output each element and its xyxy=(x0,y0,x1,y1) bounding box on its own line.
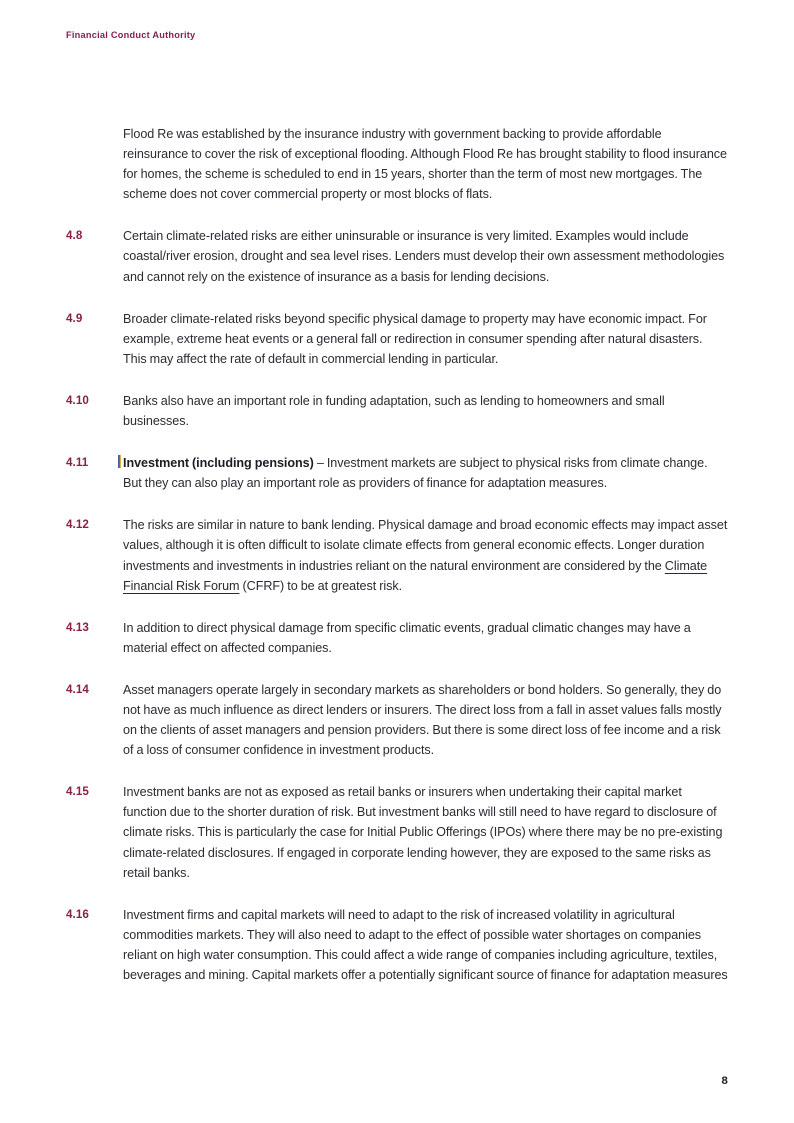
page-number: 8 xyxy=(721,1075,728,1087)
paragraph-4-13 xyxy=(66,618,728,658)
paragraph-text: Asset managers operate largely in secondary markets as shareholders or bond holders. So generally, they do not have as much influence as direct lenders or insurers. The direct loss from a fall in asset values falls mostly on the clients of asset managers and pension providers. But there is some direct loss of fee income and a risk of a loss of consumer confidence in investment products. xyxy=(123,682,722,758)
paragraph-text xyxy=(123,453,728,493)
paragraph-text-after-link: (CFRF) to be at greatest risk. xyxy=(239,578,403,593)
paragraph-text xyxy=(123,515,728,595)
climate-financial-risk-forum-link[interactable]: Climate Financial Risk Forum xyxy=(123,558,708,593)
paragraph-text-rest: – Investment markets are subject to physical risks from climate change. But they can also play an important role as providers of finance for adaptation measures. xyxy=(123,456,708,491)
paragraph-number: 4.16 xyxy=(66,907,89,921)
paragraph-4-10 xyxy=(66,391,728,431)
paragraph-lead-bold: Investment (including pensions) xyxy=(123,456,314,471)
paragraph-number: 4.15 xyxy=(66,785,89,799)
paragraph-number: 4.11 xyxy=(66,456,89,470)
fca-brand-header: Financial Conduct Authority xyxy=(66,30,196,40)
paragraph-number: 4.12 xyxy=(66,518,89,532)
paragraph-text: In addition to direct physical damage from specific climatic events, gradual climatic changes may have a material effect on affected companies. xyxy=(123,620,691,655)
paragraph-4-11 xyxy=(66,453,728,493)
paragraph-4-8 xyxy=(66,226,728,286)
paragraph-number: 4.8 xyxy=(66,229,83,243)
paragraph-text: Investment firms and capital markets will need to adapt to the risk of increased volatility in agricultural commodities markets. They will also need to adapt to the effect of possible water shortages on companies reliant on high water consumption. This could affect a wide range of companies including agriculture, textiles, beverages and mining. Capital markets offer a potentially significant source of finance for adaptation measures xyxy=(123,907,728,982)
paragraph-text: Flood Re was established by the insurance industry with government backing to provide affordable reinsurance to cover the risk of exceptional flooding. Although Flood Re has brought stability to flood insurance for homes, the scheme is scheduled to end in 15 years, shorter than the term of most new mortgages. The scheme does not cover commercial property or most blocks of flats. xyxy=(123,127,728,202)
paragraph-text: Certain climate-related risks are either uninsurable or insurance is very limited. Examples would include coastal/river erosion, drought and sea level rises. Lenders must develop their own assessment methodologies and cannot rely on the existence of insurance as a basis for lending decisions. xyxy=(123,229,725,284)
paragraph-text-before-link: The risks are similar in nature to bank lending. Physical damage and broad economic effects may impact asset values, although it is often difficult to isolate climate effects from general economic effects. Longer duration investments and investments in industries reliant on the natural environment are considered by the xyxy=(123,518,728,573)
paragraph-number: 4.10 xyxy=(66,393,89,407)
paragraph-number: 4.14 xyxy=(66,682,89,696)
paragraph-4-9 xyxy=(66,309,728,369)
paragraph-intro xyxy=(66,124,728,204)
paragraph-text: Investment banks are not as exposed as retail banks or insurers when undertaking their capital market function due to the shorter duration of risk. But investment banks will still need to have regard to disclosure of climate risks. This is particularly the case for Initial Public Offerings (IPOs) where there may be no pre-existing climate-related disclosures. If engaged in corporate lending however, they are exposed to the same risks as retail banks. xyxy=(123,785,723,880)
revision-mark-icon xyxy=(118,455,121,468)
paragraph-4-12 xyxy=(66,515,728,595)
document-body xyxy=(66,124,728,985)
paragraph-number: 4.9 xyxy=(66,311,83,325)
paragraph-text: Broader climate-related risks beyond specific physical damage to property may have economic impact. For example, extreme heat events or a general fall or redirection in consumer spending after natural disasters. This may affect the rate of default in commercial lending in particular. xyxy=(123,311,707,366)
paragraph-4-14 xyxy=(66,680,728,760)
paragraph-4-16 xyxy=(66,905,728,985)
paragraph-4-15 xyxy=(66,782,728,882)
paragraph-number: 4.13 xyxy=(66,620,89,634)
paragraph-text: Banks also have an important role in funding adaptation, such as lending to homeowners and small businesses. xyxy=(123,393,665,429)
